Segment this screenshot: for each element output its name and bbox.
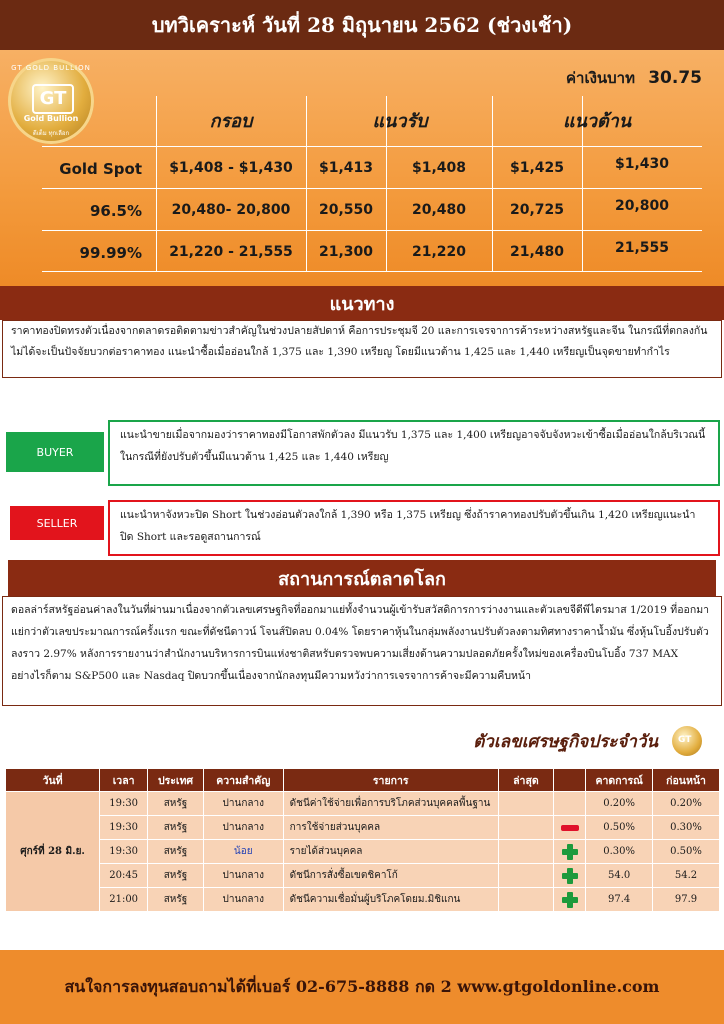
support-1: 20,550 <box>318 202 374 218</box>
country-cell: สหรัฐ <box>148 816 204 840</box>
latest-cell <box>498 888 553 912</box>
previous-cell: 0.20% <box>653 792 720 816</box>
table-divider <box>42 230 702 231</box>
gt-small-logo <box>672 726 702 756</box>
world-market-title: สถานการณ์ตลาดโลก <box>278 568 446 590</box>
logo-tagline: ดีเต็ม ทุกเลือก <box>32 130 70 137</box>
importance-cell: ปานกลาง <box>203 792 283 816</box>
importance-cell: ปานกลาง <box>203 816 283 840</box>
row-label-gold-spot: Gold Spot <box>59 160 142 178</box>
importance-cell: น้อย <box>203 840 283 864</box>
col-time: เวลา <box>100 769 148 792</box>
table-row <box>6 792 720 816</box>
title-bar <box>0 0 724 50</box>
support-2: 21,220 <box>411 244 467 260</box>
col-date: วันที่ <box>6 769 100 792</box>
world-market-text: ดอลล่าร์สหรัฐอ่อนค่าลงในวันที่ผ่านมาเนื่องจากตัวเลขเศรษฐกิจที่ออกมาแย่ทั้งจำนวนผู้เข้ารับสวัสดิการการว่างงานและตัวเลขจีดีพีไตรมาส 1/2019 ที่ออกมาแย่กว่าตัวเลขประมาณการณ์ครั้งแรก ขณะที่ดัชนีดาวน์ โจนส์ปิดลบ 0.04% โดยราคาหุ้นในกลุ่มพลังงานปรับตัวลงตามทิศทางราคาน้ำมัน ซึ่งหุ้นโบอิ้งปรับตัวลงราว 2.97% หลังการรายงานว่าสำนักงานบริหารการบินแห่งชาติสหรับตรวจพบความเสี่ยงด้านความปลอดภัยครั้งใหม่ของเครื่องบินโบอิ้ง 737 MAX อย่างไรก็ตาม S&P500 และ Nasdaq ปิดบวกขึ้นเนื่องจากนักลงทุนมีความหวังว่าการเจรจาการค้าจะมีความคืบหน้า <box>11 604 710 682</box>
table-divider <box>42 271 702 272</box>
previous-cell: 0.30% <box>653 816 720 840</box>
minus-icon <box>561 825 579 831</box>
time-cell: 19:30 <box>100 792 148 816</box>
resistance-1: $1,425 <box>509 160 565 176</box>
previous-cell: 97.9 <box>653 888 720 912</box>
price-table <box>42 96 702 272</box>
table-row <box>6 816 720 840</box>
seller-advice-box <box>108 500 720 556</box>
price-range: 21,220 - 21,555 <box>169 244 293 260</box>
col-forecast: คาดการณ์ <box>586 769 653 792</box>
guidance-text: ราคาทองปิดทรงตัวเนื่องจากตลาดรอติดตามข่าวสำคัญในช่วงปลายสัปดาห์ คือการประชุมจี 20 และการเจรจาการค้าระหว่างสหรัฐและจีน ในกรณีที่ตกลงกันไม่ได้จะเป็นปัจจัยบวกต่อราคาทอง แนะนำซื้อเมื่ออ่อนใกล้ 1,375 และ 1,390 เหรียญ โดยมีแนวต้าน 1,425 และ 1,440 เหรียญเป็นจุดขายทำกำไร <box>11 325 708 358</box>
signal-cell <box>554 864 586 888</box>
plus-icon <box>562 868 578 884</box>
item-cell: ดัชนีค่าใช้จ่ายเพื่อการบริโภคส่วนบุคคลพื้นฐาน <box>283 792 498 816</box>
time-cell: 20:45 <box>100 864 148 888</box>
resistance-2: $1,430 <box>614 156 670 172</box>
resistance-1: 20,725 <box>509 202 565 218</box>
forecast-cell: 54.0 <box>586 864 653 888</box>
latest-cell <box>498 840 553 864</box>
signal-cell <box>554 792 586 816</box>
logo-mark: GT <box>32 84 74 114</box>
support-1: $1,413 <box>318 160 374 176</box>
item-cell: รายได้ส่วนบุคคล <box>283 840 498 864</box>
page-title: บทวิเคราะห์ วันที่ 28 มิถุนายน 2562 (ช่วงเช้า) <box>151 13 573 37</box>
table-header-row <box>6 769 720 792</box>
forecast-cell: 0.30% <box>586 840 653 864</box>
latest-cell <box>498 792 553 816</box>
country-cell: สหรัฐ <box>148 888 204 912</box>
column-header-range: กรอบ <box>209 111 253 132</box>
exchange-rate-label: ค่าเงินบาท <box>565 69 635 87</box>
importance-cell: ปานกลาง <box>203 864 283 888</box>
resistance-2: 20,800 <box>614 198 670 214</box>
support-1: 21,300 <box>318 244 374 260</box>
column-header-resistance: แนวต้าน <box>562 111 632 132</box>
table-divider <box>42 146 702 147</box>
buyer-badge <box>6 432 104 472</box>
signal-cell <box>554 840 586 864</box>
item-cell: การใช้จ่ายส่วนบุคคล <box>283 816 498 840</box>
item-cell: ดัชนีความเชื่อมั่นผู้บริโภคโดยม.มิชิแกน <box>283 888 498 912</box>
guidance-text-box <box>2 320 722 378</box>
support-2: 20,480 <box>411 202 467 218</box>
resistance-2: 21,555 <box>614 240 670 256</box>
item-cell: ดัชนีการสั่งซื้อเขตชิคาโก้ <box>283 864 498 888</box>
economic-calendar-table <box>5 768 720 912</box>
seller-badge <box>10 506 104 540</box>
latest-cell <box>498 816 553 840</box>
previous-cell: 0.50% <box>653 840 720 864</box>
support-2: $1,408 <box>411 160 467 176</box>
col-importance: ความสำคัญ <box>203 769 283 792</box>
plus-icon <box>562 892 578 908</box>
logo-name: Gold Bullion <box>23 114 79 123</box>
world-market-heading <box>8 560 716 596</box>
buyer-label: BUYER <box>36 445 74 459</box>
col-previous: ก่อนหน้า <box>653 769 720 792</box>
buyer-advice-text: แนะนำขายเมื่อจากมองว่าราคาทองมีโอกาสพักตัวลง มีแนวรับ 1,375 และ 1,400 เหรียญอาจจับจังหวะเข้าซื้อเมื่ออ่อนใกล้บริเวณนี้ ในกรณีที่ยังปรับตัวขึ้นมีแนวต้าน 1,425 และ 1,440 เหรียญ <box>120 429 706 463</box>
col-country: ประเทศ <box>148 769 204 792</box>
table-row <box>6 840 720 864</box>
latest-cell <box>498 864 553 888</box>
table-divider <box>42 188 702 189</box>
time-cell: 21:00 <box>100 888 148 912</box>
exchange-rate <box>566 66 702 90</box>
forecast-cell: 0.50% <box>586 816 653 840</box>
forecast-cell: 0.20% <box>586 792 653 816</box>
logo-ring-text: GT GOLD BULLION <box>11 64 91 72</box>
col-signal <box>554 769 586 792</box>
col-item: รายการ <box>283 769 498 792</box>
table-row <box>6 864 720 888</box>
contact-text: สนใจการลงทุนสอบถามได้ที่เบอร์ 02-675-8888 กด 2 www.gtgoldonline.com <box>64 976 660 996</box>
col-latest: ล่าสุด <box>498 769 553 792</box>
time-cell: 19:30 <box>100 840 148 864</box>
guidance-title: แนวทาง <box>329 293 395 315</box>
date-cell: ศุกร์ที่ 28 มิ.ย. <box>6 792 100 912</box>
table-row <box>6 888 720 912</box>
previous-cell: 54.2 <box>653 864 720 888</box>
world-market-text-box <box>2 596 722 706</box>
forecast-cell: 97.4 <box>586 888 653 912</box>
signal-cell <box>554 816 586 840</box>
gt-small-logo-mark: GT <box>678 735 692 745</box>
buyer-advice-box <box>108 420 720 486</box>
exchange-rate-value: 30.75 <box>648 68 702 88</box>
economic-calendar-title: ตัวเลขเศรษฐกิจประจำวัน <box>473 732 658 752</box>
importance-cell: ปานกลาง <box>203 888 283 912</box>
time-cell: 19:30 <box>100 816 148 840</box>
seller-advice-text: แนะนำหาจังหวะปิด Short ในช่วงอ่อนตัวลงใกล้ 1,390 หรือ 1,375 เหรียญ ซึ่งถ้าราคาทองปรับตัวขึ้นเกิน 1,420 เหรียญแนะนำปิด Short และรอดูสถานการณ์ <box>120 509 696 543</box>
country-cell: สหรัฐ <box>148 864 204 888</box>
row-label-96-5: 96.5% <box>89 202 142 220</box>
contact-footer <box>0 950 724 1024</box>
plus-icon <box>562 844 578 860</box>
column-header-support: แนวรับ <box>372 111 428 132</box>
row-label-99-99: 99.99% <box>79 244 142 262</box>
country-cell: สหรัฐ <box>148 840 204 864</box>
guidance-heading <box>0 286 724 320</box>
country-cell: สหรัฐ <box>148 792 204 816</box>
signal-cell <box>554 888 586 912</box>
price-range: $1,408 - $1,430 <box>169 160 293 176</box>
seller-label: SELLER <box>36 516 78 530</box>
resistance-1: 21,480 <box>509 244 565 260</box>
price-range: 20,480- 20,800 <box>171 202 291 218</box>
